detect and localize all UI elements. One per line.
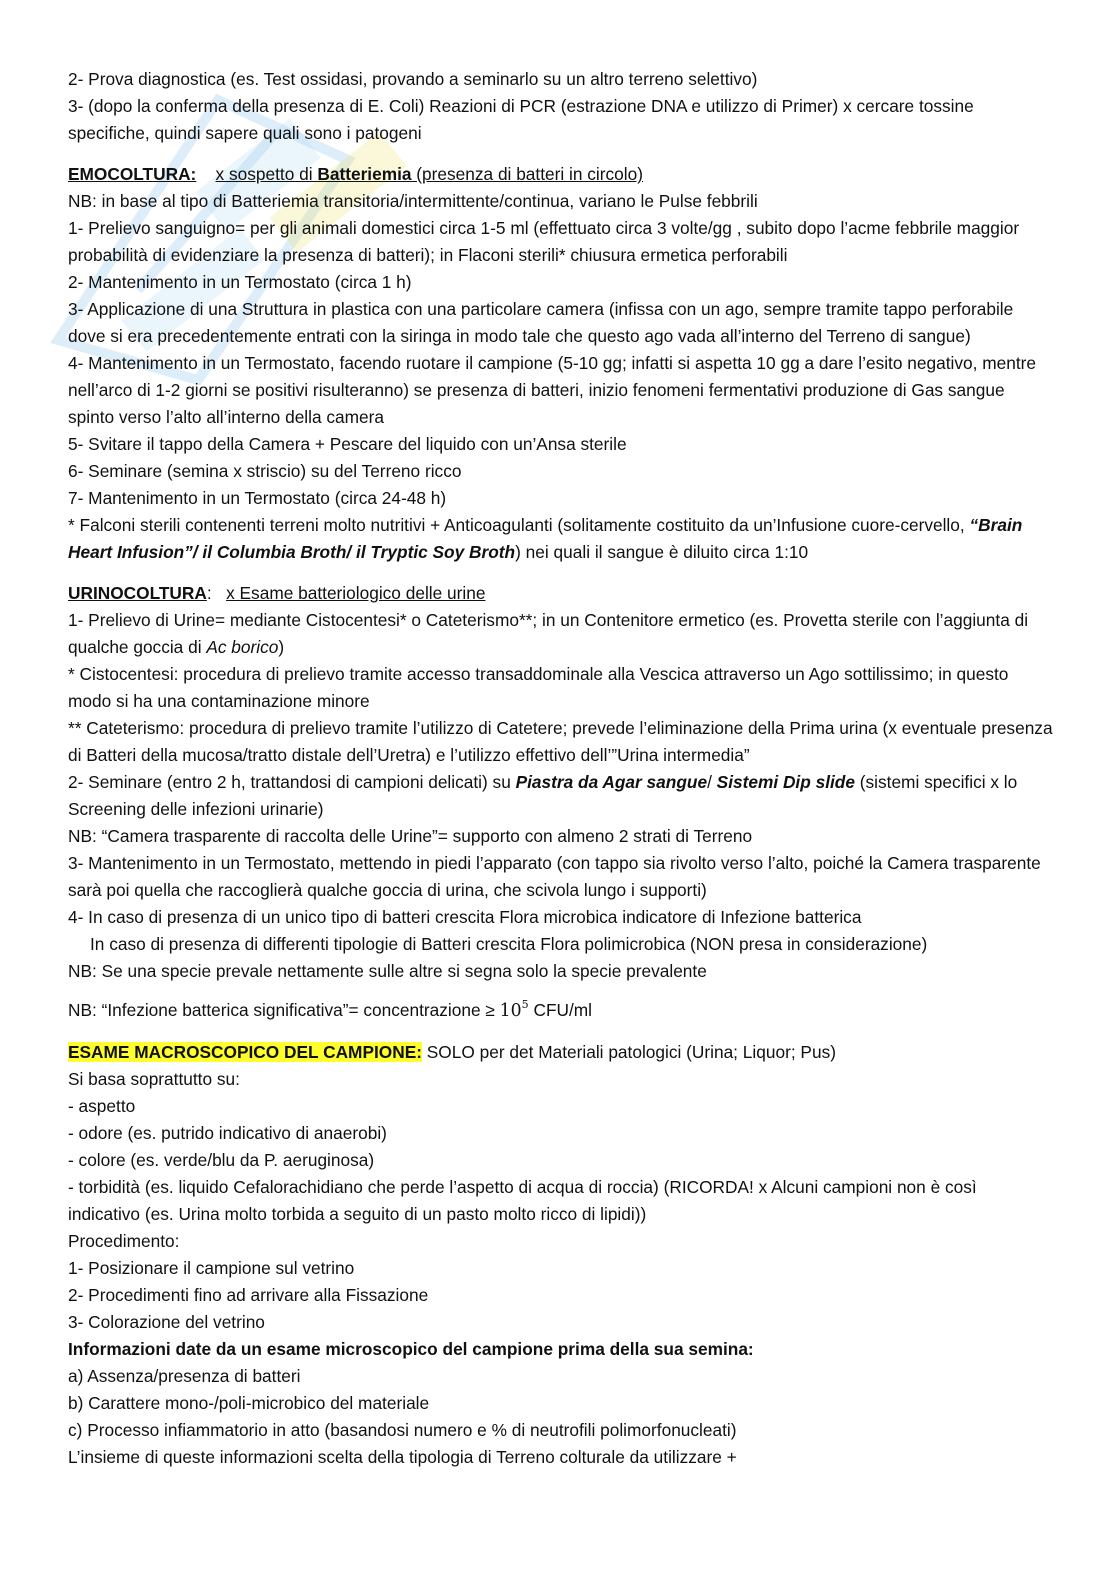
footnote-bold-italic: “Brain Heart Infusion”/ il Columbia Broth/ il Tryptic Soy Broth [68,515,1023,562]
section-subtitle: x Esame batteriologico delle urine [226,583,486,603]
text-line: NB: in base al tipo di Batteriemia transitoria/intermittente/continua, variano le Pulse febbrili [68,191,758,211]
text-line: 3- Mantenimento in un Termostato, mettendo in piedi l’apparato (con tappo sia rivolto verso l’alto, poiché la Camera trasparente sarà poi quella che raccoglierà qualche goccia di urina, che scivola lungo i supporti) [68,853,1041,900]
colon: : [206,583,212,603]
text-line: 4- In caso di presenza di un unico tipo di batteri crescita Flora microbica indicatore di Infezione batterica [68,907,862,927]
list-item: b) Carattere mono-/poli-microbico del materiale [68,1393,430,1413]
text-line: Si basa soprattutto su: [68,1069,240,1089]
list-item: - odore (es. putrido indicativo di anaerobi) [68,1123,387,1143]
subtitle-text: (presenza di batteri in circolo) [411,164,643,184]
macroscopico-heading [68,1039,1053,1066]
text: (sistemi specifici x lo Screening delle infezioni urinarie) [68,772,1018,819]
list-item: - torbidità (es. liquido Cefalorachidiano che perde l’aspetto di acqua di roccia) (RICORDA! x Alcuni campioni non è così indicativo (es. Urina molto torbida a seguito di un pasto molto ricco di lipidi)) [68,1177,977,1224]
list-item: 1- Posizionare il campione sul vetrino [68,1258,355,1278]
text-line: L’insieme di queste informazioni scelta della tipologia di Terreno colturale da utilizzare + [68,1447,737,1467]
text: 1- Prelievo di Urine= mediante Cistocentesi* o Cateterismo**; in un Contenitore ermetico (es. Provetta sterile con l’aggiunta di qualche goccia di [68,610,1029,657]
text: / [707,772,717,792]
list-item: - aspetto [68,1096,136,1116]
section-title: URINOCOLTURA [68,583,207,603]
subtitle-bold: Batteriemia [317,164,412,184]
text-line: 3- (dopo la conferma della presenza di E. Coli) Reazioni di PCR (estrazione DNA e utilizzo di Primer) x cercare tossine specifiche, quindi sapere quali sono i patogeni [68,96,974,143]
section-subtitle: SOLO per det Materiali patologici (Urina; Liquor; Pus) [421,1042,836,1062]
text-line: In caso di presenza di differenti tipologie di Batteri crescita Flora polimicrobica (NON presa in considerazione) [90,934,928,954]
section-title: EMOCOLTURA: [68,164,197,184]
math-base: 10 [499,1001,522,1021]
text-line: 3- Applicazione di una Struttura in plastica con una particolare camera (infissa con un ago, sempre tramite tappo perforabile dove si era precedentemente entrati con la siringa in modo tale che questo ago vada all’interno del Terreno di sangue) [68,299,1014,346]
text-line: 5- Svitare il tappo della Camera + Pescare del liquido con un’Ansa sterile [68,434,627,454]
text-line: 2- Prova diagnostica (es. Test ossidasi, provando a seminarlo su un altro terreno selettivo) [68,69,758,89]
list-item: a) Assenza/presenza di batteri [68,1366,301,1386]
text-line: 4- Mantenimento in un Termostato, facendo ruotare il campione (5-10 gg; infatti si aspetta 10 gg a dare l’esito negativo, mentre nell’arco di 1-2 giorni se positivi risulteranno) se presenza di batteri, inizio fenomeni fermentativi produzione di Gas sangue spinto verso l’alto all’interno della camera [68,353,1036,427]
text-line: 2- Mantenimento in un Termostato (circa 1 h) [68,272,412,292]
math-exponent: 5 [521,998,529,1011]
text-line [68,769,1053,823]
text: CFU/ml [528,1000,593,1020]
list-item: 3- Colorazione del vetrino [68,1312,265,1332]
text-line [68,607,1053,661]
text-line [68,991,1053,1025]
urinocoltura-heading [68,580,1053,607]
subheading: Informazioni date da un esame microscopico del campione prima della sua semina: [68,1339,754,1359]
text-line: NB: “Camera trasparente di raccolta delle Urine”= supporto con almeno 2 strati di Terreno [68,826,753,846]
text-line: 1- Prelievo sanguigno= per gli animali domestici circa 1-5 ml (effettuato circa 3 volte/gg , subito dopo l’acme febbrile maggior probabilità di evidenziare la presenza di batteri); in Flaconi sterili* chiusura ermetica perforabili [68,218,1020,265]
emocoltura-heading [68,161,1053,188]
bold-italic-text: Piastra da Agar sangue [515,772,708,792]
footnote [68,512,1053,566]
text-line: NB: Se una specie prevale nettamente sulle altre si segna solo la specie prevalente [68,961,707,981]
section-subtitle [216,164,643,184]
italic-text: Ac borico [206,637,279,657]
list-item: c) Processo infiammatorio in atto (basandosi numero e % di neutrofili polimorfonucleati) [68,1420,737,1440]
list-item: - colore (es. verde/blu da P. aeruginosa) [68,1150,375,1170]
footnote-text: * Falconi sterili contenenti terreni molto nutritivi + Anticoagulanti (solitamente costituito da un’Infusione cuore-cervello, [68,515,970,535]
footnote: * Cistocentesi: procedura di prelievo tramite accesso transaddominale alla Vescica attraverso un Ago sottilissimo; in questo modo si ha una contaminazione minore [68,664,1009,711]
text: ) [278,637,285,657]
text: NB: “Infezione batterica significativa”= concentrazione ≥ [68,1000,500,1020]
list-item: 2- Procedimenti fino ad arrivare alla Fissazione [68,1285,429,1305]
section-title: ESAME MACROSCOPICO DEL CAMPIONE: [68,1042,422,1062]
bold-italic-text: Sistemi Dip slide [716,772,855,792]
document-page [68,66,1053,1471]
subtitle-text: x sospetto di [215,164,318,184]
text: 2- Seminare (entro 2 h, trattandosi di campioni delicati) su [68,772,516,792]
footnote: ** Cateterismo: procedura di prelievo tramite l’utilizzo di Catetere; prevede l’eliminazione della Prima urina (x eventuale presenza di Batteri della mucosa/tratto distale dell’Uretra) e l’utilizzo effettivo dell’”Urina intermedia” [68,718,1053,765]
text-line: 7- Mantenimento in un Termostato (circa 24-48 h) [68,488,447,508]
footnote-text: ) nei quali il sangue è diluito circa 1:10 [515,542,809,562]
text-line: 6- Seminare (semina x striscio) su del Terreno ricco [68,461,462,481]
text-line: Procedimento: [68,1231,180,1251]
